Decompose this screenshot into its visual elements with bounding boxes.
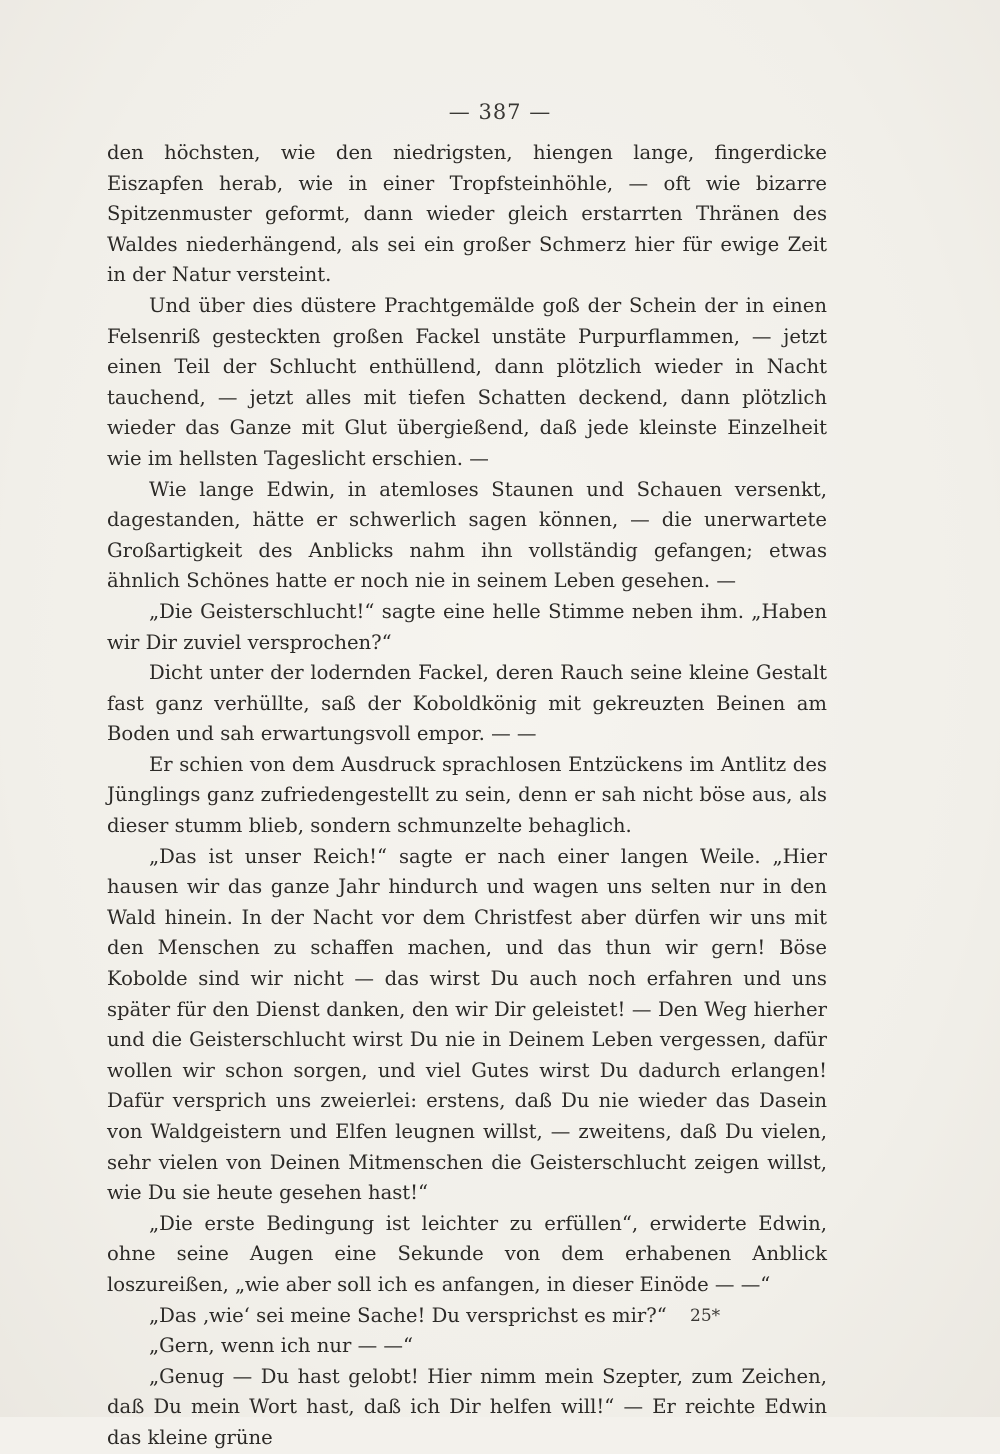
paragraph: „Das ‚wie‘ sei meine Sache! Du versprichst es mir?“ (149, 1303, 667, 1327)
page-number: — 387 — (448, 100, 552, 124)
paragraph: „Die Geisterschlucht!“ sagte eine helle Stimme neben ihm. „Haben wir Dir zuviel versprochen?“ (107, 599, 827, 654)
paragraph: „Gern, wenn ich nur — —“ (149, 1334, 414, 1358)
paragraph: Er schien von dem Ausdruck sprachlosen Entzückens im Antlitz des Jünglings ganz zufriedengestellt zu sein, denn er sah nicht böse aus, als dieser stumm blieb, sondern schmunzelte behaglich. (107, 752, 827, 838)
paragraph: Wie lange Edwin, in atemloses Staunen und Schauen versenkt, dagestanden, hätte er schwerlich sagen können, — die unerwartete Großartigkeit des Anblicks nahm ihn vollständig gefangen; etwas ähnlich Schönes hatte er noch nie in seinem Leben gesehen. — (107, 477, 827, 593)
paragraph: „Das ist unser Reich!“ sagte er nach einer langen Weile. „Hier hausen wir das ganze Jahr hindurch und wagen uns selten nur in den Wald hinein. In der Nacht vor dem Christfest aber dürfen wir uns mit den Menschen zu schaffen machen, und das thun wir gern! Böse Kobolde sind wir nicht — das wirst Du auch noch erfahren und uns später für den Dienst danken, den wir Dir geleistet! — Den Weg hierher und die Geisterschlucht wirst Du nie in Deinem Leben vergessen, dafür wollen wir schon sorgen, und viel Gutes wirst Du dadurch erlangen! Dafür versprich uns zweierlei: erstens, daß Du nie wieder das Dasein von Waldgeistern und Elfen leugnen willst, — zweitens, daß Du vielen, sehr vielen von Deinen Mitmenschen die Geisterschlucht zeigen willst, wie Du sie heute gesehen hast!“ (107, 844, 827, 1205)
paragraph: „Genug — Du hast gelobt! Hier nimm mein Szepter, zum Zeichen, daß Du mein Wort hast, daß ich Dir helfen will!“ — Er reichte Edwin das kleine grüne (107, 1364, 827, 1449)
paragraph: Dicht unter der lodernden Fackel, deren Rauch seine kleine Gestalt fast ganz verhüllte, saß der Koboldkönig mit gekreuzten Beinen am Boden und sah erwartungsvoll empor. — — (107, 661, 827, 746)
paragraph: „Die erste Bedingung ist leichter zu erfüllen“, erwiderte Edwin, ohne seine Augen eine Sekunde von dem erhabenen Anblick loszureißen, „wie aber soll ich es anfangen, in dieser Einöde — —“ (107, 1211, 827, 1296)
paragraph: den höchsten, wie den niedrigsten, hiengen lange, fingerdicke Eiszapfen herab, wie in einer Tropfsteinhöhle, — oft wie bizarre Spitzenmuster geformt, dann wieder gleich erstarrten Thränen des Waldes niederhängend, als sei ein großer Schmerz hier für ewige Zeit in der Natur versteint. (107, 141, 827, 287)
body-text (107, 138, 827, 1454)
printer-signature-mark: 25* (690, 1306, 721, 1326)
paragraph: Und über dies düstere Prachtgemälde goß der Schein der in einen Felsenriß gesteckten großen Fackel unstäte Purpurflammen, — jetzt einen Teil der Schlucht enthüllend, dann plötzlich wieder in Nacht tauchend, — jetzt alles mit tiefen Schatten deckend, dann plötzlich wieder das Ganze mit Glut übergießend, daß jede kleinste Einzelheit wie im hellsten Tageslicht erschien. — (107, 293, 827, 470)
